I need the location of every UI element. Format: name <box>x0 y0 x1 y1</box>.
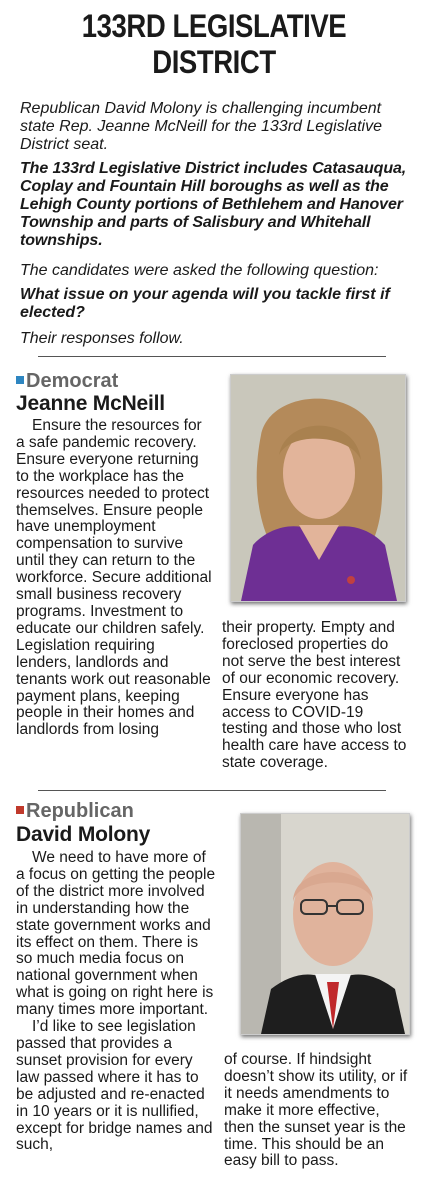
party-label-text: Democrat <box>26 370 119 392</box>
title-line-1: 133RD LEGISLATIVE <box>81 8 347 44</box>
question-lead: The candidates were asked the following question: <box>20 262 379 279</box>
district-description: The 133rd Legislative District includes Catasauqua, Coplay and Fountain Hill boroughs as well as the Lehigh County portions of Bethlehem and Hanover Township and parts of Salisbury and Whitehall townships. <box>20 160 407 249</box>
democrat-response-col1 <box>16 418 214 739</box>
party-square-icon <box>16 806 24 814</box>
candidate-name-democrat: Jeanne McNeill <box>16 392 165 415</box>
democrat-portrait-photo <box>230 374 406 602</box>
responses-lead: Their responses follow. <box>20 330 184 347</box>
republican-response-para1: We need to have more of a focus on getting the people of the district more involved in understanding how the state government works and its effect on them. There is so much media focus on national government when what is going on right here is many times more important. <box>16 849 216 1019</box>
intro-paragraph: Republican David Molony is challenging incumbent state Rep. Jeanne McNeill for the 133rd Legislative District seat. <box>20 100 382 153</box>
republican-response-col1 <box>16 850 216 1154</box>
republican-response-col2 <box>224 1052 414 1170</box>
republican-portrait-photo <box>240 813 410 1035</box>
portrait-photo <box>231 375 405 601</box>
party-square-icon <box>16 376 24 384</box>
party-label-text: Republican <box>26 800 134 822</box>
democrat-response-text-cont: their property. Empty and foreclosed properties do not serve the best interest of our economic recovery. Ensure everyone has access to COVID-19 testing and those who lost health care have access to state coverage. <box>222 619 407 772</box>
republican-response-para2: I’d like to see legislation passed that provides a sunset provision for every law passed where it has to be adjusted and re-enacted in 10 years or it is nullified, except for bridge names and such, <box>16 1018 213 1154</box>
question-text: What issue on your agenda will you tackle first if elected? <box>20 286 390 321</box>
page-title <box>30 8 398 80</box>
democrat-response-col2 <box>222 620 412 772</box>
republican-response-text-cont: of course. If hindsight doesn’t show its utility, or if it needs amendments to make it more effective, then the sunset year is the time. This should be an easy bill to pass. <box>224 1051 408 1170</box>
party-label-republican <box>16 800 134 822</box>
party-label-democrat <box>16 370 118 392</box>
portrait-photo <box>241 814 409 1034</box>
title-line-2: DISTRICT <box>152 44 276 80</box>
democrat-response-text: Ensure the resources for a safe pandemic recovery. Ensure everyone returning to the workplace has the resources needed to protect themselves. Ensure people have unemployment compensation to survive until they can return to the workforce. Secure additional small business recovery programs. Investment to educate our children safely. Legislation requiring lenders, landlords and tenants work out reasonable payment plans, keeping people in their homes and landlords from losing <box>16 417 212 739</box>
section-divider <box>38 790 386 791</box>
candidate-name-republican: David Molony <box>16 823 151 846</box>
section-divider <box>38 356 386 357</box>
